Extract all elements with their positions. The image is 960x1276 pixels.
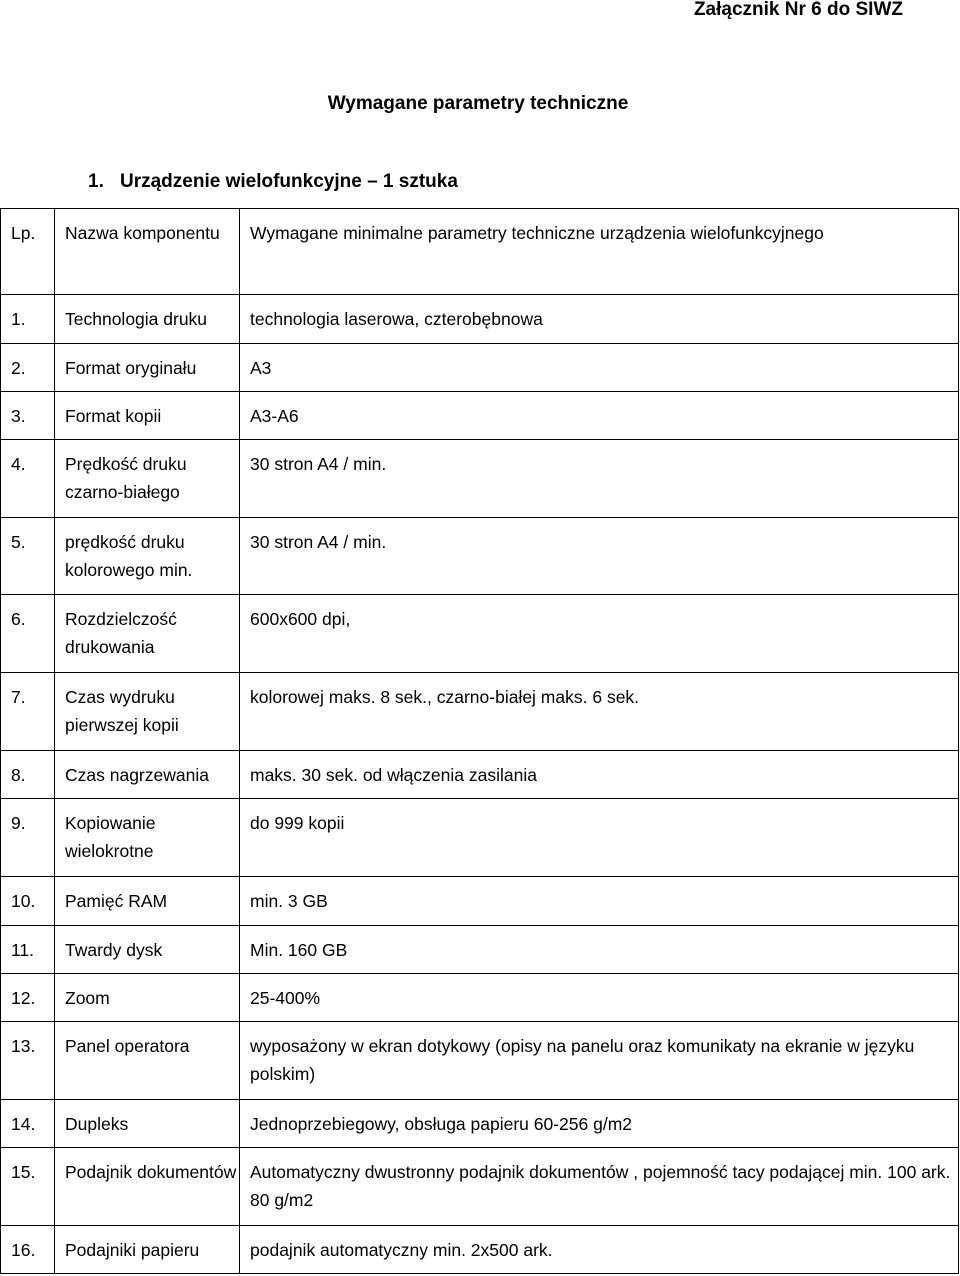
row-lp: 6.: [1, 595, 55, 673]
row-value: 30 stron A4 / min.: [240, 440, 959, 518]
row-lp: 13.: [1, 1022, 55, 1100]
row-value: 30 stron A4 / min.: [240, 518, 959, 595]
table-row: [1, 440, 959, 518]
row-value: maks. 30 sek. od włączenia zasilania: [240, 751, 959, 799]
row-name: Czas wydruku pierwszej kopii: [55, 673, 240, 751]
row-name: prędkość druku kolorowego min.: [55, 518, 240, 595]
table-row: [1, 1022, 959, 1100]
header-params: Wymagane minimalne parametry techniczne urządzenia wielofunkcyjnego: [240, 209, 959, 295]
row-name: Podajniki papieru: [55, 1226, 240, 1274]
row-name: Rozdzielczość drukowania: [55, 595, 240, 673]
table-row: [1, 926, 959, 974]
row-lp: 3.: [1, 392, 55, 440]
row-name: Podajnik dokumentów: [55, 1148, 240, 1226]
spec-table: [0, 208, 959, 1274]
row-lp: 1.: [1, 295, 55, 344]
page-title: Wymagane parametry techniczne: [327, 93, 629, 114]
table-row: [1, 1226, 959, 1274]
row-lp: 7.: [1, 673, 55, 751]
table-row: [1, 751, 959, 799]
row-name: Panel operatora: [55, 1022, 240, 1100]
row-value: podajnik automatyczny min. 2x500 ark.: [240, 1226, 959, 1274]
row-lp: 11.: [1, 926, 55, 974]
table-row: [1, 1148, 959, 1226]
row-name: Prędkość druku czarno-białego: [55, 440, 240, 518]
row-name: Twardy dysk: [55, 926, 240, 974]
row-lp: 16.: [1, 1226, 55, 1274]
row-name: Zoom: [55, 974, 240, 1022]
annex-label: Załącznik Nr 6 do SIWZ: [693, 0, 903, 20]
row-lp: 10.: [1, 877, 55, 926]
row-value: technologia laserowa, czterobębnowa: [240, 295, 959, 344]
table-row: [1, 974, 959, 1022]
row-value: do 999 kopii: [240, 799, 959, 877]
row-value: A3: [240, 344, 959, 392]
table-row: [1, 799, 959, 877]
row-name: Technologia druku: [55, 295, 240, 344]
table-row: [1, 295, 959, 344]
row-value: kolorowej maks. 8 sek., czarno-białej maks. 6 sek.: [240, 673, 959, 751]
row-value: Automatyczny dwustronny podajnik dokumentów , pojemność tacy podającej min. 100 ark. 80 g/m2: [240, 1148, 959, 1226]
section-heading: [88, 170, 458, 194]
row-name: Format kopii: [55, 392, 240, 440]
row-value: 25-400%: [240, 974, 959, 1022]
row-lp: 2.: [1, 344, 55, 392]
row-name: Kopiowanie wielokrotne: [55, 799, 240, 877]
row-name: Dupleks: [55, 1100, 240, 1148]
row-name: Czas nagrzewania: [55, 751, 240, 799]
row-lp: 9.: [1, 799, 55, 877]
row-value: wyposażony w ekran dotykowy (opisy na panelu oraz komunikaty na ekranie w języku polskim): [240, 1022, 959, 1100]
table-row: [1, 392, 959, 440]
row-lp: 8.: [1, 751, 55, 799]
header-name: Nazwa komponentu: [55, 209, 240, 295]
row-value: Min. 160 GB: [240, 926, 959, 974]
table-row: [1, 344, 959, 392]
table-row: [1, 673, 959, 751]
row-name: Pamięć RAM: [55, 877, 240, 926]
row-name: Format oryginału: [55, 344, 240, 392]
row-value: Jednoprzebiegowy, obsługa papieru 60-256 g/m2: [240, 1100, 959, 1148]
row-value: min. 3 GB: [240, 877, 959, 926]
table-row: [1, 1100, 959, 1148]
row-lp: 4.: [1, 440, 55, 518]
section-number: 1.: [88, 171, 104, 192]
row-value: A3-A6: [240, 392, 959, 440]
row-lp: 14.: [1, 1100, 55, 1148]
section-title: Urządzenie wielofunkcyjne – 1 sztuka: [120, 171, 458, 192]
row-lp: 12.: [1, 974, 55, 1022]
table-row: [1, 877, 959, 926]
table-row: [1, 518, 959, 595]
row-value: 600x600 dpi,: [240, 595, 959, 673]
row-lp: 15.: [1, 1148, 55, 1226]
row-lp: 5.: [1, 518, 55, 595]
table-header-row: [1, 209, 959, 295]
header-lp: Lp.: [1, 209, 55, 295]
table-row: [1, 595, 959, 673]
